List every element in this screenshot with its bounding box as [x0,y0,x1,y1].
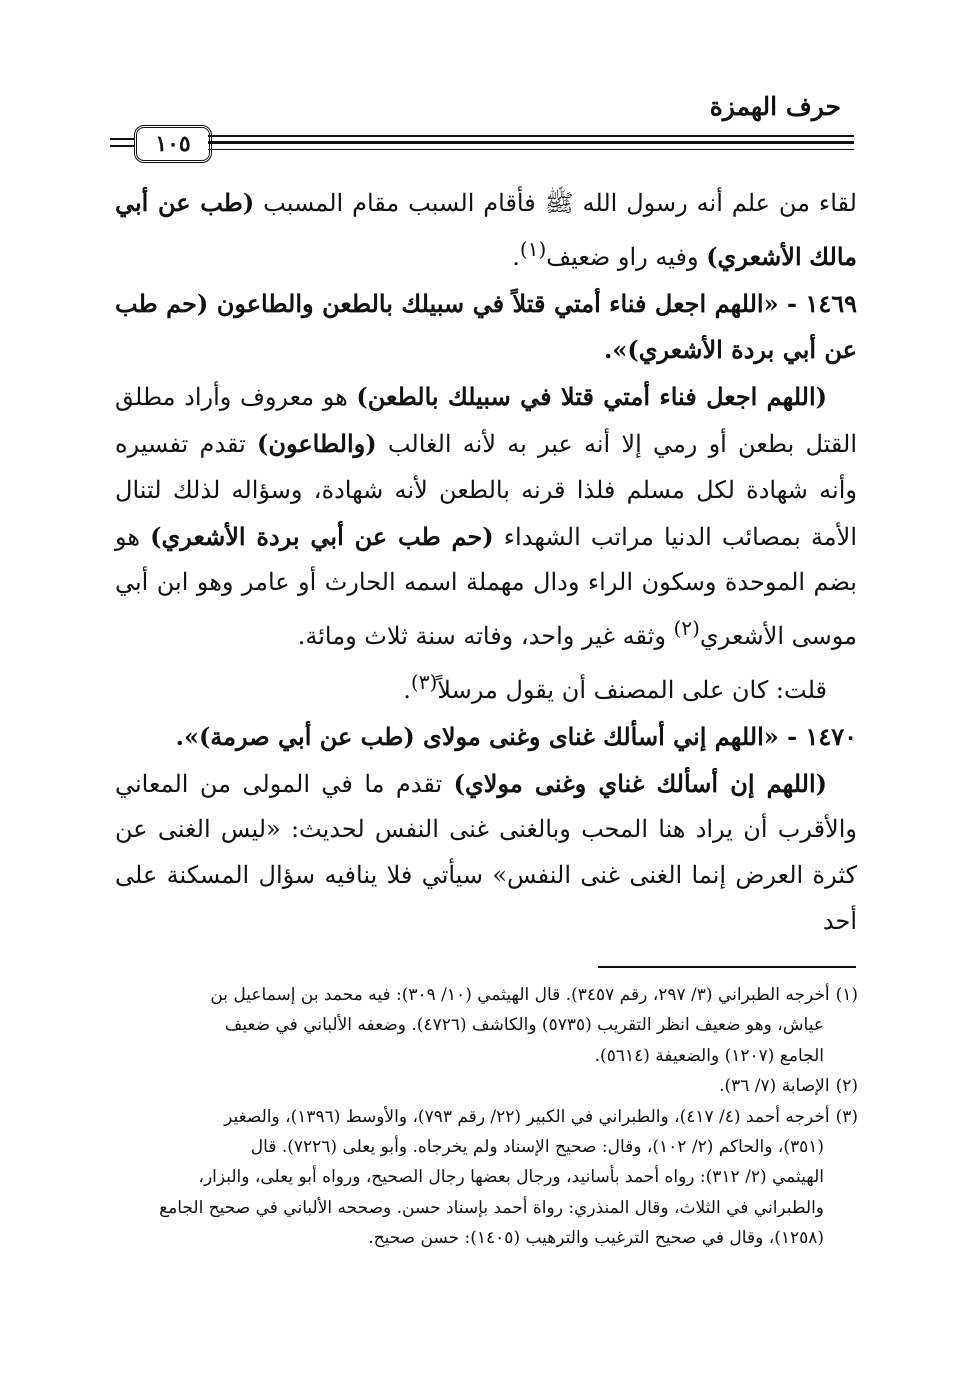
hadith-text: ١٤٧٠ - «اللهم إني أسألك غناى وغنى مولاى (طب عن أبي صرمة)». [175,721,857,751]
footnote-line: أخرجه أحمد (٤/ ٤١٧)، والطبراني في الكبير (٢٢/ رقم ٧٩٣)، والأوسط (١٣٩٦)، والصغير [224,1106,830,1127]
text-run: وفيه راو ضعيف [546,242,707,271]
footnote-line: أخرجه الطبراني (٣/ ٢٩٧، رقم ٣٤٥٧). قال الهيثمي (١٠/ ٣٠٩): فيه محمد بن إسماعيل بن [210,985,830,1005]
main-text [115,180,857,945]
hadith-text: ١٤٦٩ - «اللهم اجعل فناء أمتي قتلاً في سبيلك بالطعن والطاعون (حم طب عن أبي بردة الأشعري)». [115,288,857,365]
footnote-line: الهيثمي (٢/ ٣١٢): رواه أحمد بأسانيد، ورجال بعضها رجال الصحيح، ورواه أبو يعلى، والبزار، [198,1167,824,1188]
footnote-number: (٢) [835,1076,858,1097]
rule-line-3 [208,149,854,150]
hadith-1469 [115,281,857,375]
footnote-number: (٣) [835,1106,858,1127]
footnote-separator [598,966,856,968]
rule-stub-top [110,138,136,140]
footnote-3-cont [113,1132,858,1162]
text-run: تقدم تفسيره وأنه شهادة لكل مسلم فلذا قرنه بالطعن لأنه شهادة، وسؤاله لذلك لتنال الأمة بمصائب الدنيا مراتب الشهداء [115,429,857,551]
text-run: هو بضم الموحدة وسكون الراء ودال مهملة اسمه الحارث أو عامر وهو ابن أبي موسى الأشعري [115,522,857,651]
footnote-1 [113,980,858,1010]
footnote-marker: (٢) [673,616,700,641]
footnote-3-cont [113,1193,858,1223]
source-reference: (طب عن أبي مالك [115,188,857,271]
footnote-line: الجامع (١٢٠٧) والضعيفة (٥٦١٤). [594,1045,824,1066]
footnote-line: (١٢٥٨)، وقال في صحيح الترغيب والترهيب (١٤٠٥): حسن صحيح. [368,1228,824,1249]
footnote-3 [113,1102,858,1132]
commentary-term: (والطاعون) [256,428,377,458]
header-rule [110,125,854,161]
rule-stub-bottom [110,145,136,147]
running-head-title: حرف الهمزة [709,92,841,121]
commentary-heading: (اللهم اجعل فناء أمتي قتلا في سبيلك بالطعن) [356,382,827,412]
footnote-1-cont [113,1010,858,1040]
footnote-3-cont [113,1223,858,1253]
commentary-1470 [115,761,857,945]
hadith-1470 [115,714,857,761]
footnote-2 [113,1071,858,1101]
text-run: قلت: كان على المصنف أن يقول مرسلاً [437,675,827,704]
commentary-1469 [115,374,857,660]
footnote-1-cont [113,1041,858,1071]
footnote-line: الإصابة (٧/ ٣٦). [719,1076,830,1097]
rule-line-1 [208,135,854,137]
source-reference: الأشعري) [706,241,802,271]
author-note: قلت: كان على المصنف أن يقول مرسلاً$^{(٣)}$. [403,669,827,704]
source-reference: (حم طب عن أبي بردة الأشعري) [150,521,494,551]
footnotes [113,980,858,1254]
page-number: ١٠٥ [134,125,212,163]
footnote-line: (٣٥١)، والحاكم (٢/ ١٠٢)، وقال: صحيح الإسناد ولم يخرجاه. وأبو يعلى (٧٢٢٦). قال [250,1137,824,1158]
text-run: تقدم ما في المولى من المعاني والأقرب أن يراد هنا المحب وبالغنى غنى النفس لحديث: «ليس الغنى عن كثرة العرض إنما الغنى غنى النفس» سيأتي فلا ينافيه سؤال المسكنة على أحد [115,769,857,935]
footnote-line: عياش، وهو ضعيف انظر التقريب (٥٧٣٥) والكاشف (٤٧٢٦). وضعفه الألباني في ضعيف [224,1015,824,1036]
footnote-line: والطبراني في الثلاث، وقال المنذري: رواة أحمد بإسناد حسن. وصححه الألباني في صحيح الجامع [159,1197,824,1218]
footnote-marker: (٣) [410,669,438,694]
text-run: وثقه غير واحد، وفاته سنة ثلاث ومائة. [297,622,674,651]
paragraph-continuation: لقاء من علم أنه رسول الله ﷺ فأقام السبب مقام المسبب (طب عن أبي مالك الأشعري) وفيه راو ضعيف$^{(١)}$. [115,188,857,271]
text-run: لقاء من علم أنه رسول الله ﷺ فأقام السبب مقام المسبب [254,189,857,217]
rule-line-2 [208,141,854,144]
footnote-3-cont [113,1162,858,1192]
footnote-number: (١) [835,985,858,1005]
footnote-marker: (١) [519,236,547,261]
text-run: هو معروف وأراد مطلق القتل بطعن أو رمي إلا أنه عبر به لأنه الغالب [115,383,858,458]
commentary-heading: (اللهم إن أسألك غناي وغنى مولاي) [453,768,827,798]
